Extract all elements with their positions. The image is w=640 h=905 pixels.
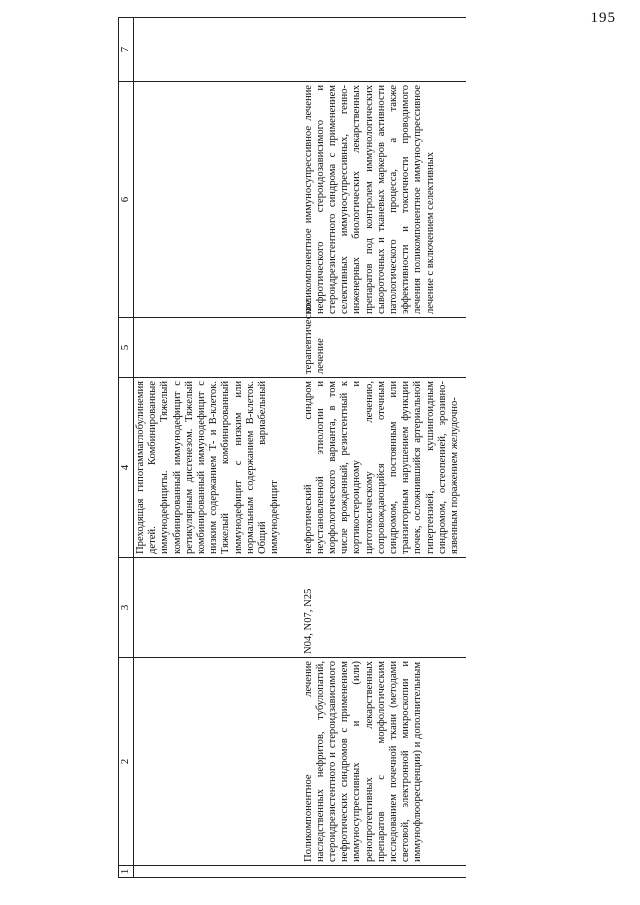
rotated-table-wrapper bbox=[118, 18, 598, 878]
page-number: 195 bbox=[590, 10, 616, 26]
table-row bbox=[134, 18, 302, 878]
column-header-7: 7 bbox=[119, 18, 134, 82]
column-header-3: 3 bbox=[119, 558, 134, 658]
column-header-2: 2 bbox=[119, 658, 134, 866]
row2-col1 bbox=[302, 866, 467, 878]
row1-col7 bbox=[134, 18, 302, 82]
column-header-1: 1 bbox=[119, 866, 134, 878]
row2-diagnosis-text: нефротический синдром неустановленной этиологии и морфологического варианта, в том числе врожденный, резистентный к кортикостероидному и цитотоксическому лечению, сопровождающийся отечным синдромом, постоянным или транзиторным нарушением функции почек, осложнившийся артериальной гипертензией, кушингоидным синдромом, остеопенией, эрозивно-язвенным поражением желудочно- bbox=[302, 381, 460, 554]
row2-treatment-type: терапевтическое лечение bbox=[302, 299, 326, 374]
row1-col6 bbox=[134, 82, 302, 318]
row2-col3 bbox=[302, 558, 467, 658]
row2-col5 bbox=[302, 299, 467, 378]
row1-diagnosis-text: Преходящая гипогаммаглобулинемия детей. Комбинированные иммунодефициты. Тяжелый комбинированный иммунодефицит с ретикулярным дисгенезом. Тяжелый комбинированный иммунодефицит с низким содержанием Т- и В-клеток. Тяжелый комбинированный иммунодефицит с низким или нормальным содержанием В-клеток. Общий вариабельный иммунодефицит bbox=[135, 381, 281, 554]
row2-treatment-name: Поликомпонентное лечение наследственных нефритов, тубулопатий, стероидрезистентного и стероидзависимого нефротических синдромов с применением иммуносупрессивных и (или) ренопротективных лекарственных препаратов с морфологическим исследованием почечной ткани (методами световой, электронной микроскопии и иммунофлюоресценции) и дополнительным bbox=[302, 661, 424, 862]
row1-col1 bbox=[134, 866, 302, 878]
table-row bbox=[302, 18, 467, 878]
row2-treatment-method: поликомпонентное иммуносупрессивное лечение нефротического стероидозависимого и стероидрезистентного синдрома с применением селективных иммуносупрессивных, генно-инженерных биологических лекарственных препаратов под контролем иммунологических сывороточных и тканевых маркеров активности патологического процесса, а также эффективности и токсичности проводимого лечения поликомпонентное иммуносупрессивное лечение с включением селективных bbox=[302, 85, 436, 314]
row1-col4 bbox=[134, 378, 302, 558]
medical-services-table bbox=[118, 17, 466, 878]
column-header-row bbox=[119, 18, 134, 878]
row2-col7 bbox=[302, 18, 467, 82]
row2-icd-codes: N04, N07, N25 bbox=[302, 588, 314, 654]
row2-col6 bbox=[302, 82, 467, 318]
row1-col5 bbox=[134, 318, 302, 378]
column-header-5: 5 bbox=[119, 318, 134, 378]
row1-col2 bbox=[134, 658, 302, 866]
row2-col4 bbox=[302, 378, 467, 558]
column-header-4: 4 bbox=[119, 378, 134, 558]
row2-col2 bbox=[302, 658, 467, 866]
row1-col3 bbox=[134, 558, 302, 658]
column-header-6: 6 bbox=[119, 82, 134, 318]
